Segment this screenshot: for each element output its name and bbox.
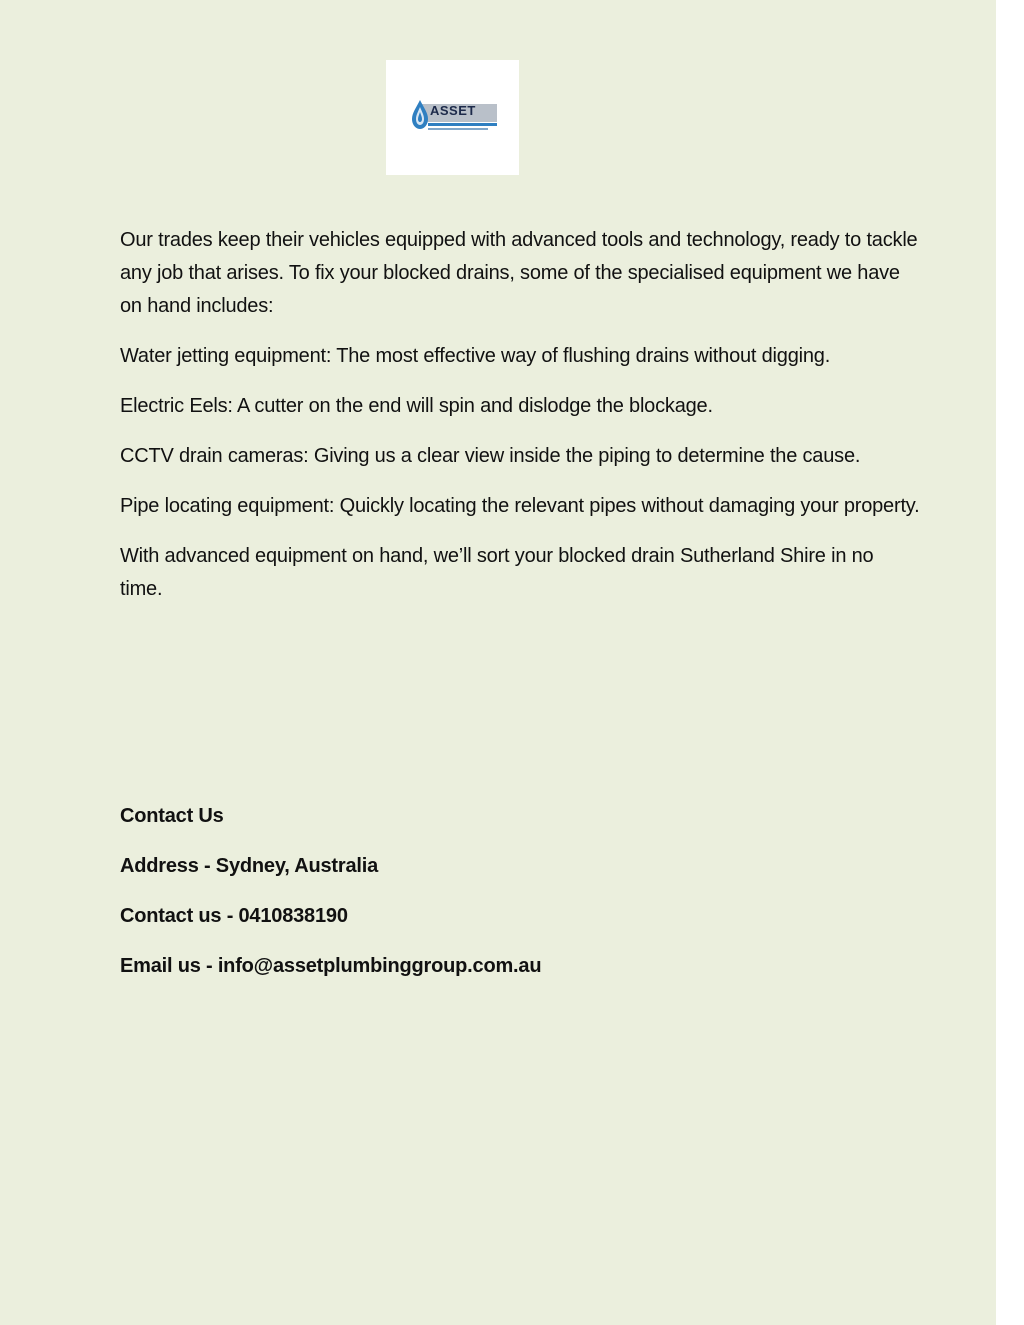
body-text: [120, 224, 920, 623]
contact-address: Address - Sydney, Australia: [120, 855, 379, 877]
contact-email: Email us - info@assetplumbinggroup.com.au: [120, 955, 542, 977]
company-logo: [386, 60, 519, 175]
paragraph-pipe-locating: Pipe locating equipment: Quickly locating the relevant pipes without damaging your property.: [120, 495, 920, 517]
contact-section: [120, 800, 920, 1000]
contact-heading: Contact Us: [120, 805, 224, 827]
paragraph-cctv: CCTV drain cameras: Giving us a clear view inside the piping to determine the cause.: [120, 445, 861, 467]
paragraph-closing: With advanced equipment on hand, we’ll sort your blocked drain Sutherland Shire in no time.: [120, 545, 874, 600]
paragraph-electric-eels: Electric Eels: A cutter on the end will spin and dislodge the blockage.: [120, 395, 713, 417]
paragraph-intro: Our trades keep their vehicles equipped with advanced tools and technology, ready to tackle any job that arises. To fix your blocked drains, some of the specialised equipment we have on hand includes:: [120, 229, 918, 317]
paragraph-water-jetting: Water jetting equipment: The most effective way of flushing drains without digging.: [120, 345, 831, 367]
contact-phone: Contact us - 0410838190: [120, 905, 348, 927]
logo-wordmark: ASSET: [430, 103, 476, 118]
